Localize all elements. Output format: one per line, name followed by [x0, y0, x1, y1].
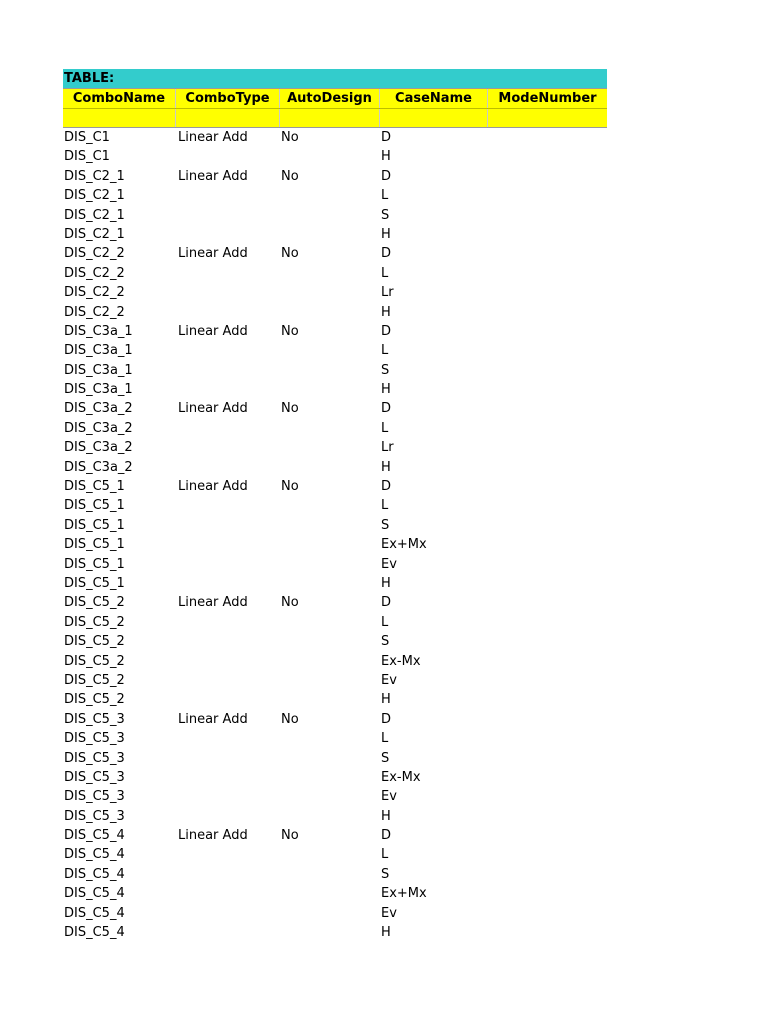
cell-comboname: DIS_C5_4 — [64, 886, 125, 902]
cell-modenumber — [488, 419, 607, 438]
cell-combotype — [176, 303, 280, 322]
cell-comboname: DIS_C2_2 — [64, 304, 125, 320]
cell-autodesign — [280, 516, 380, 535]
cell-combotype — [176, 341, 280, 360]
table-row — [63, 729, 607, 748]
cell-comboname: DIS_C3a_1 — [64, 382, 133, 398]
cell-comboname: DIS_C5_4 — [64, 905, 125, 921]
table-row — [63, 787, 607, 806]
cell-modenumber — [488, 555, 607, 574]
cell-modenumber — [488, 904, 607, 923]
cell-comboname: DIS_C3a_2 — [64, 459, 133, 475]
table-row — [63, 147, 607, 166]
cell-comboname: DIS_C3a_2 — [64, 401, 133, 417]
cell-combotype — [176, 555, 280, 574]
cell-combotype — [176, 574, 280, 593]
cell-modenumber — [488, 283, 607, 302]
cell-comboname: DIS_C5_3 — [64, 731, 125, 747]
cell-casename: Ev — [381, 556, 397, 572]
table-row — [63, 671, 607, 690]
table-row — [63, 303, 607, 322]
units-cell — [280, 109, 380, 127]
cell-modenumber — [488, 264, 607, 283]
cell-casename: Ex+Mx — [381, 537, 427, 553]
cell-casename: Ex-Mx — [381, 653, 421, 669]
header-row — [63, 89, 607, 109]
cell-autodesign — [280, 807, 380, 826]
cell-modenumber — [488, 147, 607, 166]
cell-comboname: DIS_C3a_1 — [64, 362, 133, 378]
cell-combotype — [176, 787, 280, 806]
cell-comboname: DIS_C5_3 — [64, 750, 125, 766]
cell-combotype: Linear Add — [178, 595, 248, 611]
cell-combotype — [176, 361, 280, 380]
table-row — [63, 516, 607, 535]
cell-modenumber — [488, 652, 607, 671]
cell-modenumber — [488, 632, 607, 651]
cell-casename: D — [381, 130, 392, 145]
cell-casename: H — [381, 149, 391, 165]
cell-modenumber — [488, 128, 607, 147]
cell-casename: H — [381, 808, 391, 824]
table-row — [63, 574, 607, 593]
cell-combotype — [176, 652, 280, 671]
cell-comboname: DIS_C5_3 — [64, 769, 125, 785]
table-row — [63, 865, 607, 884]
cell-casename: L — [381, 265, 389, 281]
cell-autodesign — [280, 690, 380, 709]
table-row — [63, 845, 607, 864]
table-row — [63, 458, 607, 477]
table-row — [63, 264, 607, 283]
cell-comboname: DIS_C5_2 — [64, 672, 125, 688]
cell-combotype — [176, 458, 280, 477]
table-row — [63, 380, 607, 399]
cell-autodesign — [280, 729, 380, 748]
cell-comboname: DIS_C3a_1 — [64, 343, 133, 359]
table-row — [63, 477, 607, 496]
cell-autodesign: No — [281, 168, 299, 184]
cell-casename: Ev — [381, 905, 397, 921]
cell-comboname: DIS_C5_3 — [64, 711, 125, 727]
cell-combotype — [176, 186, 280, 205]
cell-modenumber — [488, 303, 607, 322]
header-autodesign: AutoDesign — [280, 89, 380, 108]
header-comboname: ComboName — [63, 89, 176, 108]
cell-modenumber — [488, 768, 607, 787]
cell-combotype — [176, 225, 280, 244]
cell-casename: L — [381, 731, 389, 747]
table-row — [63, 206, 607, 225]
header-casename: CaseName — [380, 89, 488, 108]
table-row — [63, 652, 607, 671]
cell-modenumber — [488, 671, 607, 690]
cell-autodesign — [280, 613, 380, 632]
cell-modenumber — [488, 206, 607, 225]
cell-modenumber — [488, 884, 607, 903]
cell-autodesign — [280, 206, 380, 225]
cell-combotype — [176, 671, 280, 690]
cell-modenumber — [488, 380, 607, 399]
cell-casename: Lr — [381, 285, 394, 301]
cell-modenumber — [488, 516, 607, 535]
table-row — [63, 341, 607, 360]
table-row — [63, 128, 607, 147]
table-title: TABLE: — [63, 69, 607, 89]
cell-modenumber — [488, 535, 607, 554]
cell-modenumber — [488, 826, 607, 845]
cell-modenumber — [488, 690, 607, 709]
cell-modenumber — [488, 787, 607, 806]
table-row — [63, 884, 607, 903]
cell-comboname: DIS_C5_2 — [64, 692, 125, 708]
cell-combotype — [176, 535, 280, 554]
cell-modenumber — [488, 399, 607, 418]
cell-comboname: DIS_C5_4 — [64, 847, 125, 863]
cell-combotype — [176, 884, 280, 903]
cell-autodesign — [280, 768, 380, 787]
cell-autodesign — [280, 671, 380, 690]
cell-comboname: DIS_C5_2 — [64, 614, 125, 630]
cell-comboname: DIS_C5_4 — [64, 925, 125, 941]
table-row — [63, 632, 607, 651]
cell-casename: H — [381, 459, 391, 475]
cell-modenumber — [488, 341, 607, 360]
cell-modenumber — [488, 574, 607, 593]
cell-autodesign — [280, 225, 380, 244]
cell-comboname: DIS_C3a_1 — [64, 323, 133, 339]
cell-comboname: DIS_C5_2 — [64, 634, 125, 650]
cell-combotype: Linear Add — [178, 246, 248, 262]
cell-combotype: Linear Add — [178, 323, 248, 339]
cell-autodesign — [280, 535, 380, 554]
cell-combotype — [176, 749, 280, 768]
cell-autodesign: No — [281, 595, 299, 611]
table-row — [63, 593, 607, 612]
cell-comboname: DIS_C2_1 — [64, 207, 125, 223]
table-row — [63, 361, 607, 380]
cell-combotype: Linear Add — [178, 401, 248, 417]
cell-autodesign — [280, 438, 380, 457]
cell-modenumber — [488, 477, 607, 496]
table-row — [63, 923, 607, 942]
cell-comboname: DIS_C2_1 — [64, 168, 125, 184]
cell-casename: Ev — [381, 789, 397, 805]
cell-combotype: Linear Add — [178, 711, 248, 727]
cell-autodesign — [280, 419, 380, 438]
cell-autodesign — [280, 380, 380, 399]
table-row — [63, 749, 607, 768]
units-cell — [176, 109, 280, 127]
cell-combotype — [176, 438, 280, 457]
cell-casename: L — [381, 420, 389, 436]
table-row — [63, 690, 607, 709]
cell-casename: H — [381, 382, 391, 398]
units-cell — [380, 109, 488, 127]
cell-casename: S — [381, 517, 390, 533]
table-row — [63, 399, 607, 418]
table-row — [63, 322, 607, 341]
cell-combotype — [176, 807, 280, 826]
cell-autodesign — [280, 264, 380, 283]
cell-comboname: DIS_C2_1 — [64, 226, 125, 242]
cell-casename: Ev — [381, 672, 397, 688]
cell-comboname: DIS_C5_1 — [64, 517, 125, 533]
cell-combotype — [176, 496, 280, 515]
cell-autodesign: No — [281, 246, 299, 262]
cell-modenumber — [488, 613, 607, 632]
cell-autodesign — [280, 458, 380, 477]
cell-combotype — [176, 923, 280, 942]
cell-modenumber — [488, 710, 607, 729]
cell-autodesign — [280, 884, 380, 903]
cell-modenumber — [488, 458, 607, 477]
header-combotype: ComboType — [176, 89, 280, 108]
cell-casename: L — [381, 343, 389, 359]
cell-autodesign — [280, 904, 380, 923]
cell-modenumber — [488, 361, 607, 380]
table-body — [63, 128, 607, 942]
cell-casename: D — [381, 479, 392, 495]
units-cell — [63, 109, 176, 127]
cell-comboname: DIS_C5_4 — [64, 828, 125, 844]
units-cell — [488, 109, 607, 127]
cell-autodesign — [280, 749, 380, 768]
cell-comboname: DIS_C3a_2 — [64, 420, 133, 436]
cell-modenumber — [488, 438, 607, 457]
cell-comboname: DIS_C5_2 — [64, 595, 125, 611]
cell-casename: Lr — [381, 440, 394, 456]
cell-casename: L — [381, 614, 389, 630]
cell-casename: S — [381, 362, 390, 378]
table-row — [63, 613, 607, 632]
data-table — [63, 69, 607, 942]
cell-casename: D — [381, 595, 392, 611]
cell-comboname: DIS_C5_1 — [64, 479, 125, 495]
cell-combotype: Linear Add — [178, 130, 248, 145]
cell-comboname: DIS_C5_1 — [64, 575, 125, 591]
cell-modenumber — [488, 749, 607, 768]
cell-casename: D — [381, 401, 392, 417]
cell-autodesign — [280, 787, 380, 806]
cell-casename: D — [381, 168, 392, 184]
cell-comboname: DIS_C2_2 — [64, 246, 125, 262]
cell-combotype — [176, 865, 280, 884]
cell-modenumber — [488, 729, 607, 748]
table-row — [63, 710, 607, 729]
cell-autodesign — [280, 555, 380, 574]
cell-combotype: Linear Add — [178, 479, 248, 495]
cell-casename: L — [381, 188, 389, 204]
cell-comboname: DIS_C5_4 — [64, 866, 125, 882]
cell-casename: H — [381, 575, 391, 591]
cell-casename: D — [381, 323, 392, 339]
table-row — [63, 807, 607, 826]
cell-combotype — [176, 845, 280, 864]
header-modenumber: ModeNumber — [498, 91, 597, 106]
cell-autodesign — [280, 652, 380, 671]
cell-modenumber — [488, 496, 607, 515]
cell-modenumber — [488, 807, 607, 826]
cell-comboname: DIS_C5_2 — [64, 653, 125, 669]
cell-combotype — [176, 206, 280, 225]
cell-casename: L — [381, 847, 389, 863]
table-row — [63, 496, 607, 515]
cell-casename: S — [381, 634, 390, 650]
cell-modenumber — [488, 923, 607, 942]
cell-combotype — [176, 768, 280, 787]
cell-autodesign: No — [281, 323, 299, 339]
cell-comboname: DIS_C1 — [64, 149, 110, 165]
cell-casename: D — [381, 828, 392, 844]
cell-autodesign: No — [281, 130, 299, 145]
cell-autodesign: No — [281, 711, 299, 727]
cell-comboname: DIS_C2_2 — [64, 265, 125, 281]
cell-autodesign — [280, 341, 380, 360]
cell-autodesign — [280, 574, 380, 593]
cell-comboname: DIS_C3a_2 — [64, 440, 133, 456]
cell-modenumber — [488, 593, 607, 612]
cell-autodesign — [280, 496, 380, 515]
cell-combotype: Linear Add — [178, 168, 248, 184]
cell-comboname: DIS_C5_3 — [64, 808, 125, 824]
cell-casename: L — [381, 498, 389, 514]
table-row — [63, 244, 607, 263]
cell-casename: S — [381, 207, 390, 223]
cell-comboname: DIS_C5_1 — [64, 498, 125, 514]
cell-casename: Ex+Mx — [381, 886, 427, 902]
table-row — [63, 438, 607, 457]
cell-comboname: DIS_C2_1 — [64, 188, 125, 204]
cell-combotype — [176, 690, 280, 709]
cell-casename: D — [381, 246, 392, 262]
cell-modenumber — [488, 186, 607, 205]
cell-autodesign: No — [281, 479, 299, 495]
cell-casename: S — [381, 750, 390, 766]
cell-modenumber — [488, 845, 607, 864]
units-row — [63, 109, 607, 128]
cell-autodesign: No — [281, 828, 299, 844]
cell-casename: H — [381, 304, 391, 320]
table-row — [63, 904, 607, 923]
cell-combotype — [176, 419, 280, 438]
cell-autodesign — [280, 147, 380, 166]
cell-autodesign — [280, 303, 380, 322]
cell-modenumber — [488, 322, 607, 341]
table-row — [63, 283, 607, 302]
cell-autodesign: No — [281, 401, 299, 417]
cell-comboname: DIS_C1 — [64, 130, 110, 145]
cell-comboname: DIS_C5_3 — [64, 789, 125, 805]
table-row — [63, 826, 607, 845]
table-row — [63, 167, 607, 186]
cell-comboname: DIS_C5_1 — [64, 537, 125, 553]
cell-casename: D — [381, 711, 392, 727]
cell-autodesign — [280, 361, 380, 380]
cell-comboname: DIS_C5_1 — [64, 556, 125, 572]
cell-casename: H — [381, 925, 391, 941]
cell-autodesign — [280, 186, 380, 205]
cell-casename: Ex-Mx — [381, 769, 421, 785]
cell-combotype — [176, 613, 280, 632]
table-row — [63, 768, 607, 787]
table-row — [63, 555, 607, 574]
cell-combotype — [176, 516, 280, 535]
cell-combotype: Linear Add — [178, 828, 248, 844]
table-row — [63, 186, 607, 205]
cell-comboname: DIS_C2_2 — [64, 285, 125, 301]
cell-casename: H — [381, 226, 391, 242]
cell-autodesign — [280, 923, 380, 942]
table-row — [63, 225, 607, 244]
cell-combotype — [176, 632, 280, 651]
cell-modenumber — [488, 225, 607, 244]
cell-autodesign — [280, 632, 380, 651]
cell-combotype — [176, 380, 280, 399]
cell-combotype — [176, 283, 280, 302]
cell-combotype — [176, 264, 280, 283]
table-row — [63, 419, 607, 438]
cell-combotype — [176, 147, 280, 166]
cell-modenumber — [488, 244, 607, 263]
cell-autodesign — [280, 845, 380, 864]
cell-casename: H — [381, 692, 391, 708]
cell-modenumber — [488, 167, 607, 186]
table-row — [63, 535, 607, 554]
cell-modenumber — [488, 865, 607, 884]
cell-autodesign — [280, 865, 380, 884]
cell-casename: S — [381, 866, 390, 882]
cell-combotype — [176, 729, 280, 748]
cell-autodesign — [280, 283, 380, 302]
cell-combotype — [176, 904, 280, 923]
